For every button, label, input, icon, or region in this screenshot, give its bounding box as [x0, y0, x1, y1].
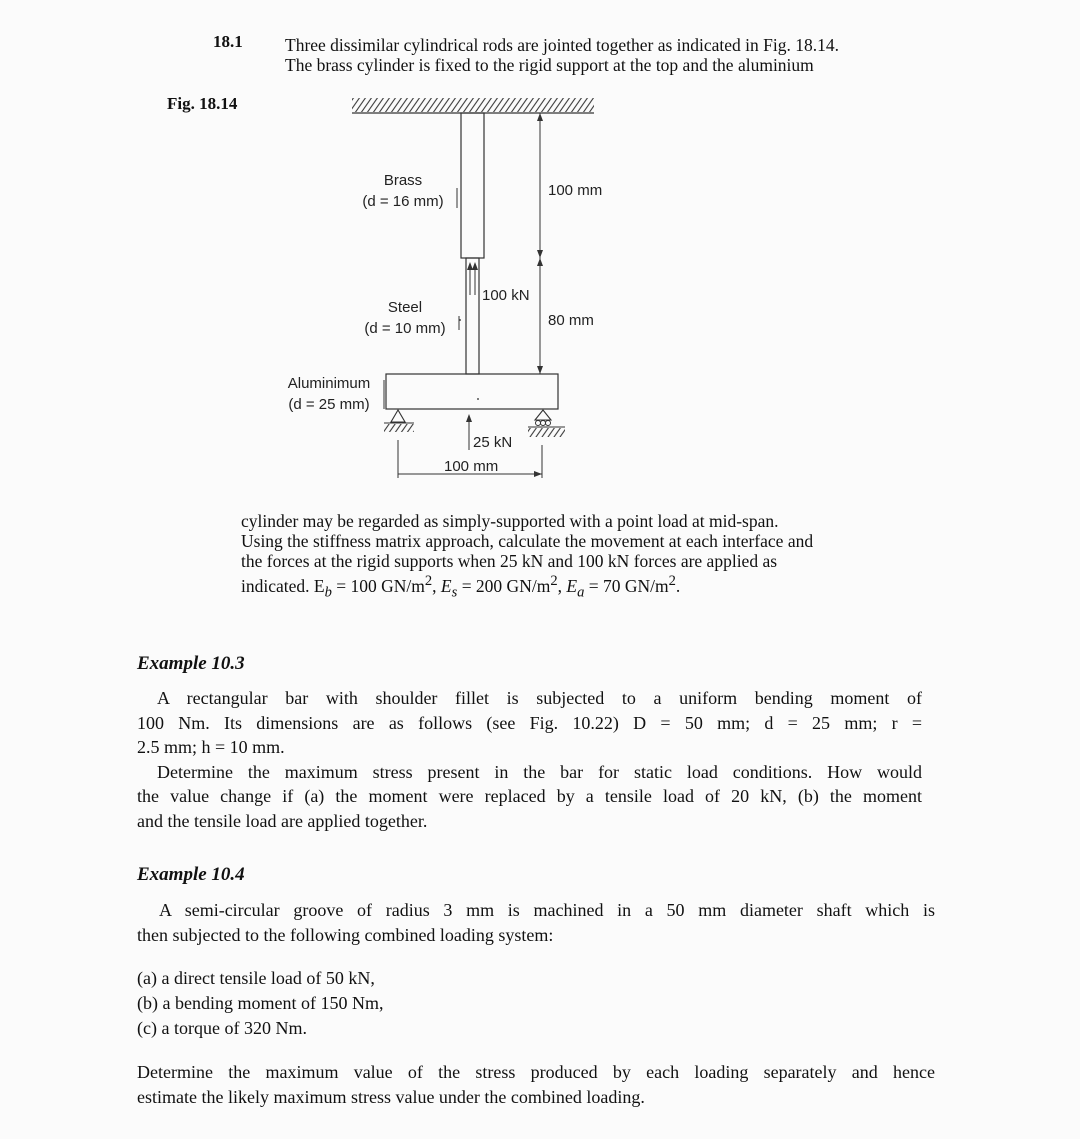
moduli-prefix: indicated. E: [241, 575, 325, 596]
aluminium-name: Aluminimum: [287, 375, 371, 392]
dim-steel-length: 80 mm: [548, 312, 594, 329]
problem-number: 18.1: [213, 32, 243, 51]
modulus-s-text: = 200 GN/m: [457, 575, 551, 596]
steel-diameter: (d = 10 mm): [364, 320, 446, 337]
problem-cont-line2: Using the stiffness matrix approach, calculate the movement at each interface and: [241, 531, 814, 551]
ex103-p2-l2: the value change if (a) the moment were replaced by a tensile load of 20 kN, (b) the moment: [137, 786, 922, 806]
brass-diameter: (d = 16 mm): [362, 193, 444, 210]
modulus-a-text: = 70 GN/m: [584, 575, 669, 596]
problem-continuation: [241, 511, 931, 602]
ex103-p1-l1: A rectangular bar with shoulder fillet is subjected to a uniform bending moment of: [157, 688, 922, 708]
ex104-close-l1: Determine the maximum value of the stress produced by each loading separately and hence: [137, 1062, 935, 1082]
left-pin-support: [384, 410, 414, 432]
ex104-close-l2: estimate the likely maximum stress value under the combined loading.: [137, 1086, 645, 1107]
top-rigid-support: [352, 98, 594, 112]
steel-label: [353, 297, 457, 339]
problem-cont-line3: the forces at the rigid supports when 25 kN and 100 kN forces are applied as: [241, 551, 778, 571]
example-10-4-intro: [137, 898, 935, 947]
example-10-4-closing: [137, 1060, 935, 1109]
rod-assembly-diagram: [0, 0, 1080, 500]
brass-rod: [461, 113, 484, 258]
modulus-a-sup: 2: [668, 573, 676, 589]
problem-cont-line1: cylinder may be regarded as simply-supported with a point load at mid-span.: [241, 511, 779, 531]
right-roller-support: [528, 410, 565, 437]
modulus-b-text: = 100 GN/m: [331, 575, 425, 596]
brass-name: Brass: [383, 172, 423, 189]
list-item: (b) a bending moment of 150 Nm,: [137, 993, 384, 1013]
figure-label: Fig. 18.14: [167, 94, 238, 113]
ex103-p1-l2: 100 Nm. Its dimensions are as follows (see Fig. 10.22) D = 50 mm; d = 25 mm; r =: [137, 712, 922, 733]
example-10-3-body: [137, 686, 922, 833]
aluminium-label: [275, 373, 383, 415]
list-item: (a) a direct tensile load of 50 kN,: [137, 968, 375, 988]
ex104-intro-l1: A semi-circular groove of radius 3 mm is machined in a 50 mm diameter shaft which is: [159, 900, 935, 920]
example-10-3-title: Example 10.3: [137, 653, 245, 674]
problem-intro-line1: Three dissimilar cylindrical rods are jointed together as indicated in Fig. 18.14.: [285, 35, 840, 55]
ex104-intro-l2: then subjected to the following combined loading system:: [137, 924, 554, 945]
modulus-a-sub: a: [577, 584, 585, 601]
dim-brass-length: 100 mm: [548, 182, 603, 199]
ex103-p2-l1: Determine the maximum stress present in the bar for static load conditions. How would: [157, 761, 922, 782]
modulus-b-sub: b: [324, 584, 332, 601]
modulus-s-sub: s: [451, 584, 458, 601]
dim-span-length: 100 mm: [444, 458, 499, 475]
modulus-s-sup: 2: [550, 573, 558, 589]
modulus-b-sup: 2: [424, 573, 433, 589]
ex103-p1-l3: 2.5 mm; h = 10 mm.: [137, 737, 285, 757]
brass-label: [350, 170, 456, 212]
ex103-p2-l3: and the tensile load are applied together.: [137, 810, 428, 831]
steel-rod: [466, 258, 479, 374]
steel-name: Steel: [387, 299, 423, 316]
problem-cont-line4: indicated. $E_b = 100$ $GN/m^2$, $E_s = 200$ $GN/m^2$, $E_a = 70$ $GN/m^2$.: [241, 573, 681, 601]
example-10-4-list: [137, 966, 383, 1041]
load-label-25kn: 25 kN: [473, 434, 513, 451]
aluminium-cylinder: [386, 374, 558, 409]
example-10-4-title: Example 10.4: [137, 864, 245, 885]
load-label-100kn: 100 kN: [482, 287, 530, 304]
aluminium-diameter: (d = 25 mm): [288, 396, 370, 413]
problem-intro-line2: The brass cylinder is fixed to the rigid support at the top and the aluminium: [285, 55, 814, 75]
list-item: (c) a torque of 320 Nm.: [137, 1018, 307, 1038]
